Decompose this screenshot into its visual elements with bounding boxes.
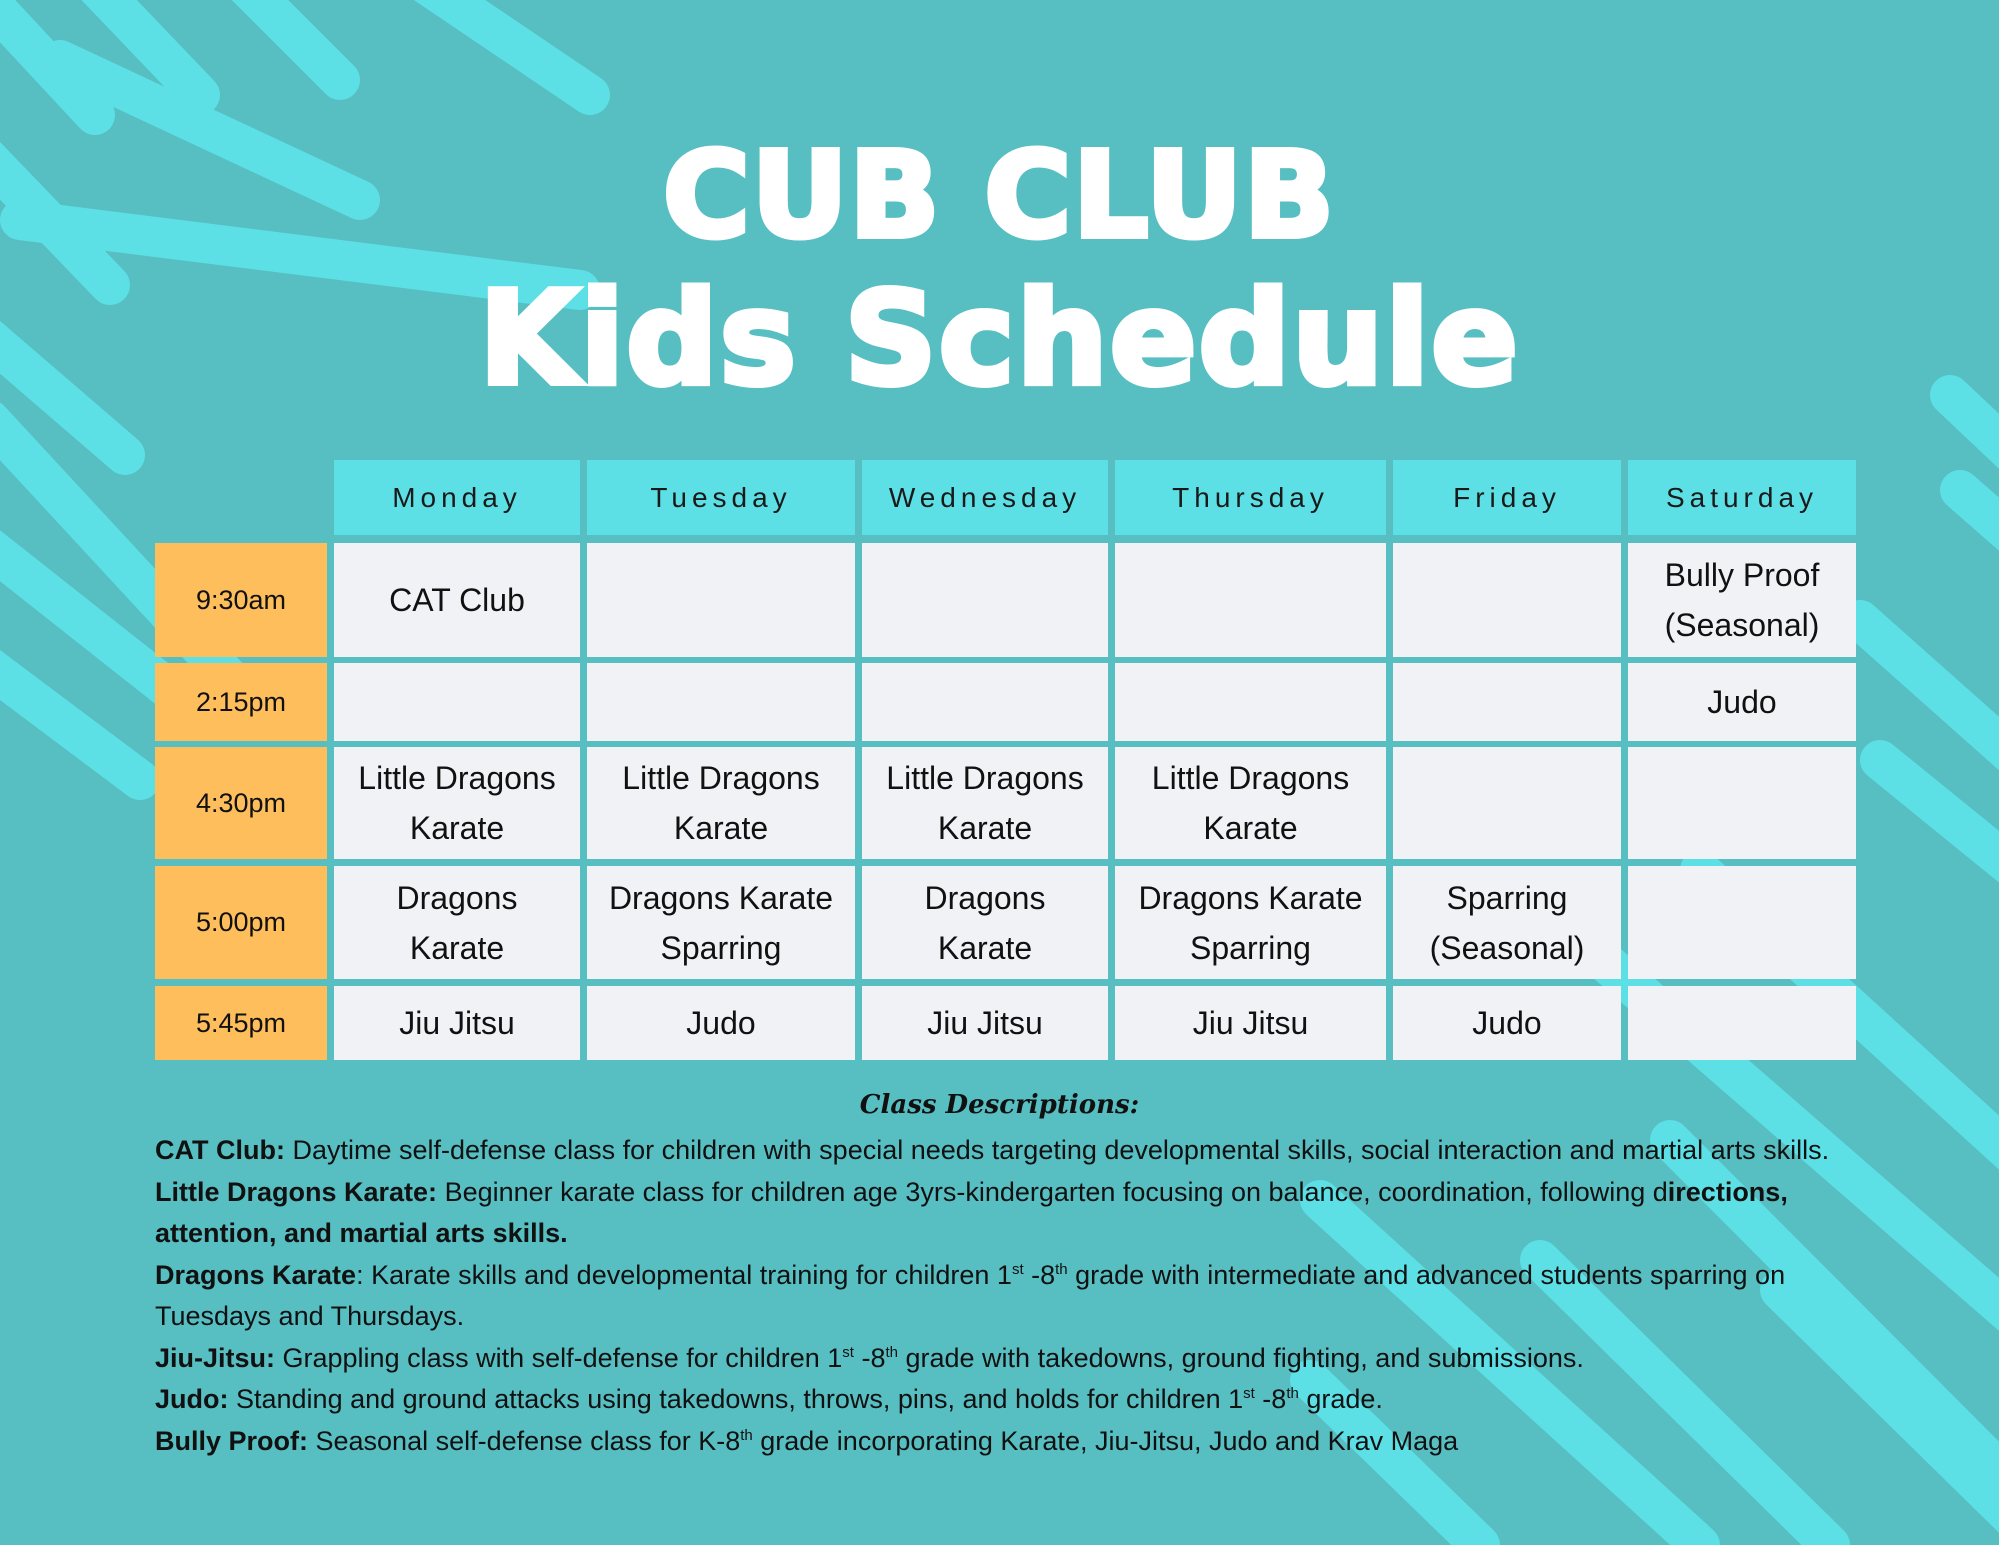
schedule-cell: [1628, 866, 1856, 979]
schedule-cell: [1393, 747, 1621, 859]
class-name: [686, 998, 755, 1048]
day-header-thursday: Thursday: [1115, 460, 1386, 535]
schedule-cell: [334, 986, 580, 1060]
time-slot: 4:30pm: [155, 747, 327, 859]
schedule-cell: [334, 747, 580, 859]
schedule-cell: [862, 866, 1108, 979]
schedule-cell: [862, 543, 1108, 657]
class-name: [1472, 998, 1541, 1048]
schedule-cell: [1115, 986, 1386, 1060]
schedule-cell: [1115, 663, 1386, 741]
class-name-line: Judo: [1707, 684, 1777, 720]
class-name: [389, 575, 525, 625]
schedule-cell: [587, 986, 855, 1060]
class-name-line: Little Dragons: [886, 760, 1084, 796]
schedule-cell: [587, 866, 855, 979]
class-name-line: Judo: [686, 1005, 756, 1041]
class-name-line: Judo: [1472, 1005, 1542, 1041]
class-descriptions: [155, 1130, 1855, 1462]
time-slot: 5:45pm: [155, 986, 327, 1060]
page-title-line1: CUB CLUB: [663, 126, 1336, 264]
schedule-cell: [1628, 747, 1856, 859]
day-header-wednesday: Wednesday: [862, 460, 1108, 535]
schedule-cell: [1115, 866, 1386, 979]
class-name: [1430, 873, 1585, 973]
schedule-cell: [1115, 543, 1386, 657]
class-name-line: Little Dragons: [358, 760, 556, 796]
time-slot: 9:30am: [155, 543, 327, 657]
class-name-line: Little Dragons: [622, 760, 820, 796]
schedule-cell: [1115, 747, 1386, 859]
class-name-line: Karate: [937, 929, 1033, 966]
day-header-monday: Monday: [334, 460, 580, 535]
desc-bully-proof: Bully Proof: Seasonal self-defense class for K-8th grade incorporating Karate, Jiu-Jitsu, Judo and Krav Maga: [155, 1425, 1459, 1456]
class-name: [1152, 753, 1349, 853]
class-name-line: Sparring: [1190, 929, 1311, 966]
class-name-line: Dragons Karate: [1138, 879, 1363, 916]
class-name-line: Little Dragons: [1151, 760, 1350, 796]
class-name: [1138, 873, 1362, 973]
class-name: [397, 873, 518, 973]
schedule-cell: [1393, 663, 1621, 741]
class-name-line: (Seasonal): [1429, 929, 1585, 966]
class-name: [927, 998, 1043, 1048]
class-name-line: Karate: [673, 810, 769, 846]
class-name-line: CAT Club: [389, 582, 525, 618]
schedule-cell: [1393, 866, 1621, 979]
schedule-cell: [1628, 543, 1856, 657]
class-name-line: Karate: [409, 810, 505, 846]
schedule-cell: [587, 747, 855, 859]
schedule-cell: [334, 543, 580, 657]
class-name: [399, 998, 515, 1048]
desc-judo: Judo: Standing and ground attacks using takedowns, throws, pins, and holds for children 1st -8th grade.: [155, 1384, 1383, 1414]
schedule-cell: [1628, 986, 1856, 1060]
class-name-line: Karate: [409, 929, 505, 966]
desc-dragons-karate: Dragons Karate: Karate skills and developmental training for children 1st -8th grade with intermediate and advanced students sparring on Tuesdays and Thursdays.: [155, 1259, 1786, 1331]
class-name-line: Bully Proof: [1664, 557, 1820, 593]
class-name-line: Jiu Jitsu: [927, 1005, 1043, 1041]
page-title-line2: Kids Schedule: [479, 265, 1520, 414]
class-name-line: Jiu Jitsu: [1192, 1005, 1309, 1041]
class-name: [1665, 550, 1820, 650]
schedule-cell: [1628, 663, 1856, 741]
class-name-line: Dragons: [396, 879, 518, 916]
class-name: [1193, 998, 1309, 1048]
schedule-cell: [334, 663, 580, 741]
schedule-cell: [1393, 543, 1621, 657]
day-header-saturday: Saturday: [1628, 460, 1856, 535]
descriptions-heading: Class Descriptions:: [859, 1090, 1140, 1120]
class-name-line: (Seasonal): [1664, 607, 1820, 643]
class-name: [925, 873, 1046, 973]
class-name-line: Sparring: [1446, 879, 1568, 916]
class-name-line: Jiu Jitsu: [399, 1005, 515, 1041]
class-name-line: Karate: [1203, 810, 1298, 846]
class-name-line: Dragons: [924, 879, 1046, 916]
schedule-cell: [862, 747, 1108, 859]
day-header-friday: Friday: [1393, 460, 1621, 535]
desc-jiu-jitsu: Jiu-Jitsu: Grappling class with self-defense for children 1st -8th grade with takedowns, ground fighting, and submissions.: [155, 1342, 1584, 1373]
schedule-cell: [862, 663, 1108, 741]
class-name: [622, 753, 819, 853]
class-name: [1707, 677, 1776, 727]
time-slot: 5:00pm: [155, 866, 327, 979]
time-slot: 2:15pm: [155, 663, 327, 741]
class-name-line: Karate: [937, 810, 1033, 846]
class-name-line: Sparring: [660, 929, 782, 966]
desc-little-dragons: Little Dragons Karate: Beginner karate class for children age 3yrs-kindergarten focusing on balance, coordination, following directions, attention, and martial arts skills.: [155, 1176, 1788, 1248]
class-name: [886, 753, 1083, 853]
schedule-cell: [862, 986, 1108, 1060]
schedule-cell: [587, 543, 855, 657]
class-name: [358, 753, 555, 853]
schedule-cell: [587, 663, 855, 741]
schedule-cell: [334, 866, 580, 979]
class-name: [609, 873, 833, 973]
class-name-line: Dragons Karate: [608, 879, 834, 916]
desc-cat-club: CAT Club: Daytime self-defense class for children with special needs targeting developmental skills, social interaction and martial arts skills.: [155, 1135, 1830, 1165]
schedule-cell: [1393, 986, 1621, 1060]
day-header-tuesday: Tuesday: [587, 460, 855, 535]
